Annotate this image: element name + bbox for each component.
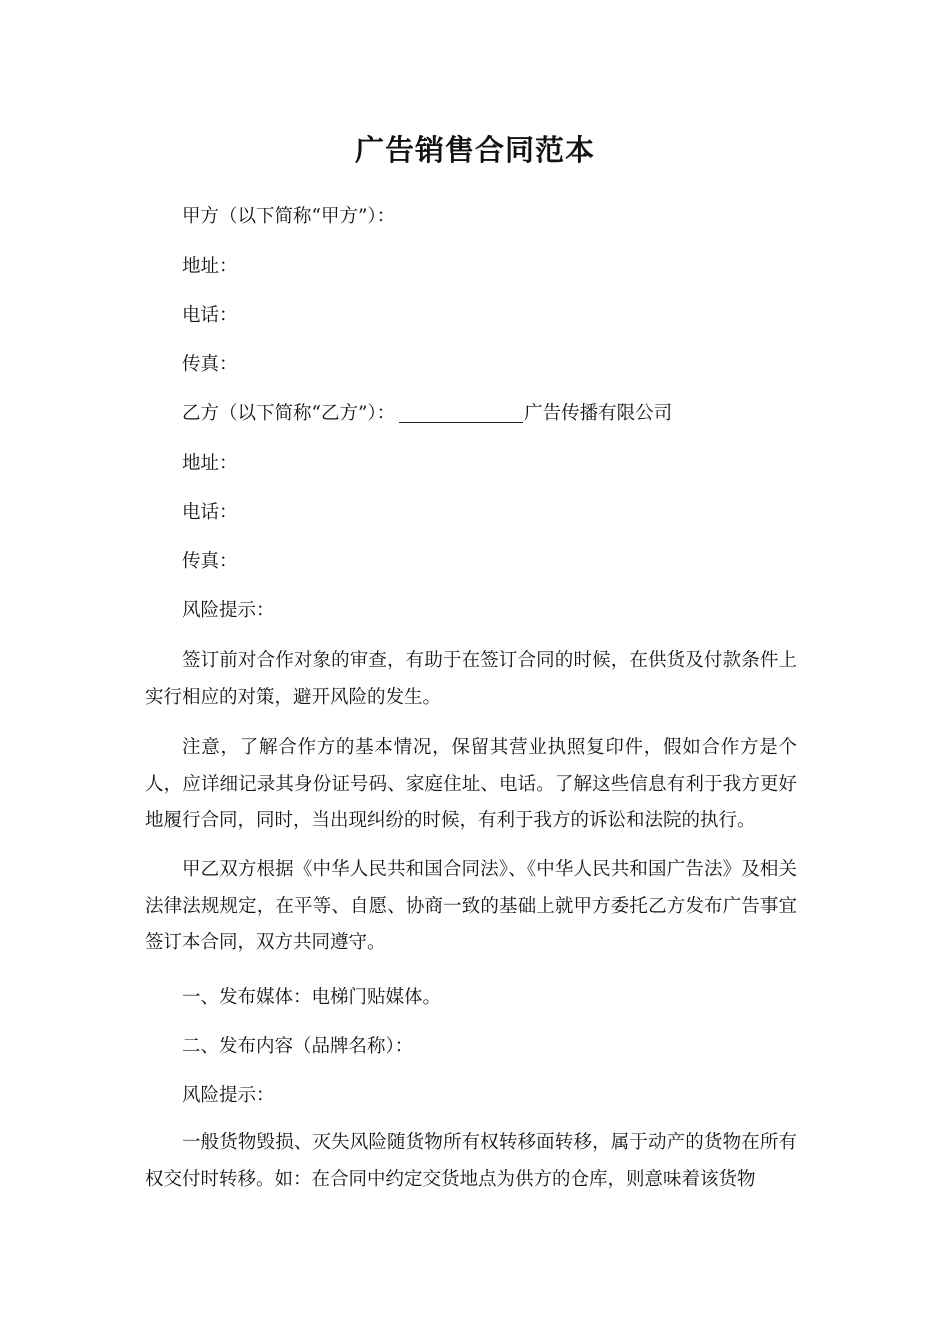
party-b-line (182, 401, 672, 427)
party-a-fax: 传真： (182, 354, 238, 375)
contract-basis-paragraph: 甲乙双方根据《中华人民共和国合同法》、《中华人民共和国广告法》及相关法律法规规定，在平等、自愿、协商一致的基础上就甲方委托乙方发布广告事宜签订本合同，双方共同遵守。 (145, 859, 797, 953)
risk-tip-heading-2: 风险提示： (182, 1085, 275, 1106)
risk-tip-paragraph: 签订前对合作对象的审查，有助于在签订合同的时候，在供货及付款条件上实行相应的对策，避开风险的发生。 (145, 650, 797, 708)
party-b-phone: 电话： (182, 502, 238, 523)
clause-publish-media: 一、发布媒体：电梯门贴媒体。 (182, 987, 442, 1008)
risk-transfer-paragraph: 一般货物毁损、灭失风险随货物所有权转移面转移，属于动产的货物在所有权交付时转移。如：在合同中约定交货地点为供方的仓库，则意味着该货物 (145, 1132, 797, 1190)
risk-tip-heading: 风险提示： (182, 600, 275, 621)
party-a-phone: 电话： (182, 305, 238, 326)
party-b-fax: 传真： (182, 551, 238, 572)
notice-paragraph: 注意，了解合作方的基本情况，保留其营业执照复印件，假如合作方是个人，应详细记录其身份证号码、家庭住址、电话。了解这些信息有利于我方更好地履行合同，同时，当出现纠纷的时候，有利于我方的诉讼和法院的执行。 (145, 737, 797, 831)
party-b-address: 地址： (182, 453, 238, 474)
party-a-address: 地址： (182, 256, 238, 277)
party-b-label: 乙方（以下简称“乙方”）： (182, 403, 396, 424)
document-title: 广告销售合同范本 (354, 133, 595, 167)
party-b-name-blank (399, 402, 523, 423)
party-a-label: 甲方（以下简称“甲方”）： (182, 206, 396, 227)
clause-publish-content: 二、发布内容（品牌名称）： (182, 1036, 414, 1057)
party-b-company-suffix: 广告传播有限公司 (524, 403, 673, 424)
